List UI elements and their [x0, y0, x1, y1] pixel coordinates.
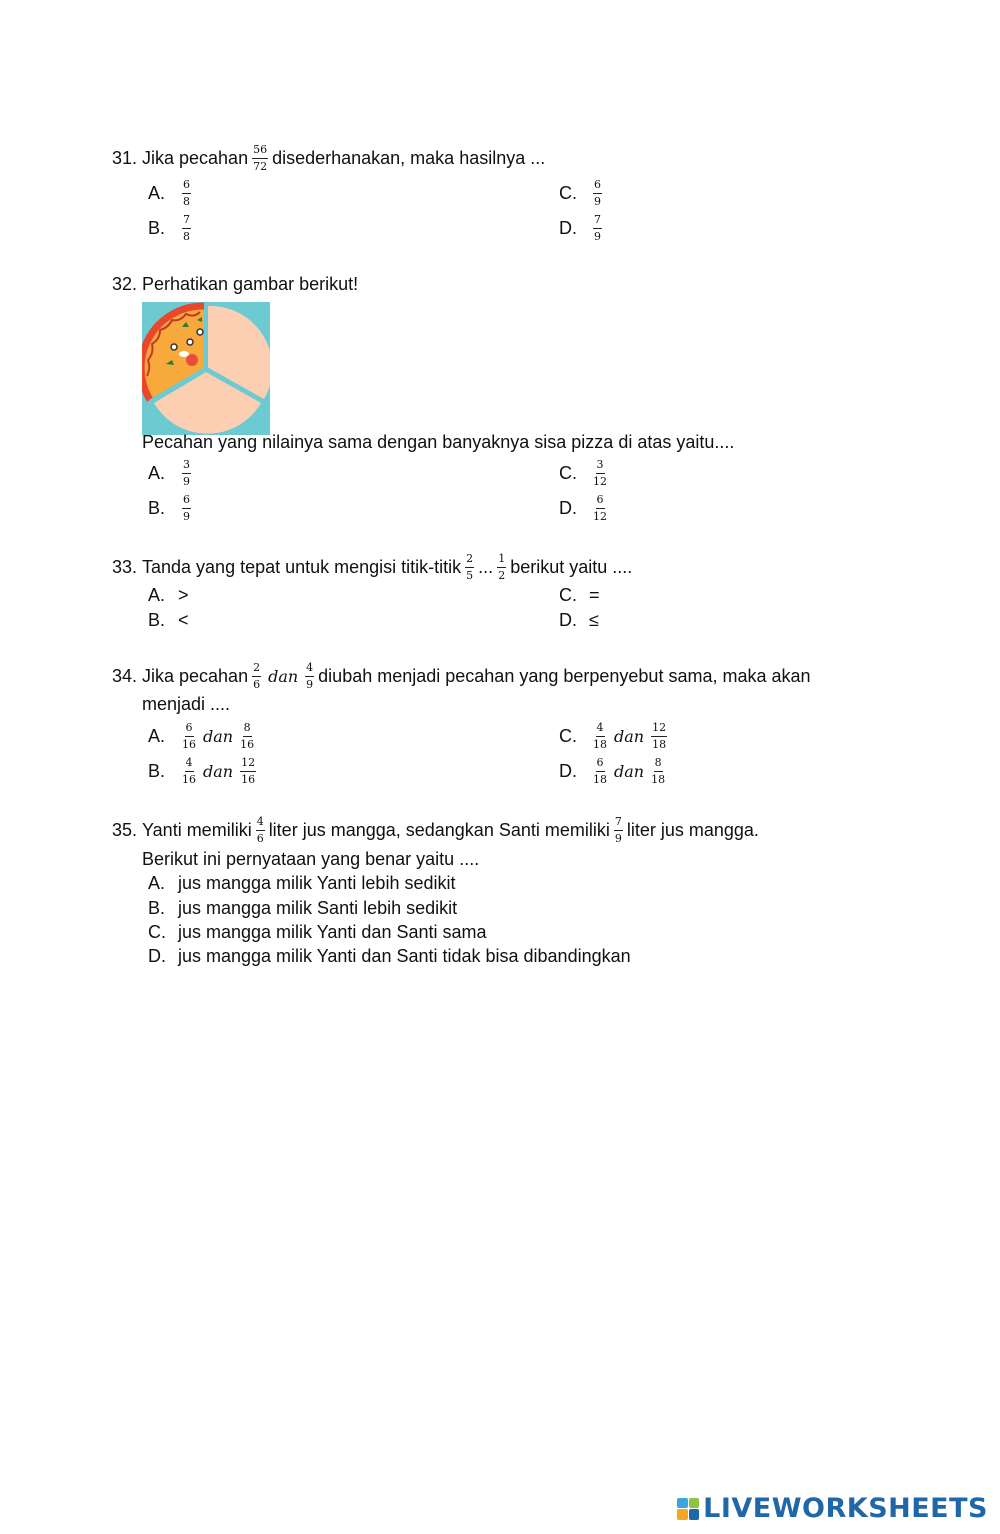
numerator: 56 [252, 143, 268, 159]
option-label: C. [559, 462, 577, 483]
option-b[interactable] [148, 754, 260, 788]
option-label: B. [148, 217, 166, 238]
option-b[interactable] [148, 895, 457, 921]
question-text: menjadi .... [142, 693, 231, 714]
question-text: Jika pecahan [142, 665, 249, 686]
numerator: 6 [593, 178, 602, 194]
fraction [614, 815, 623, 846]
option-label: D. [148, 945, 166, 966]
conjunction: dan [203, 761, 234, 781]
fraction [305, 661, 314, 692]
question-text: berikut yaitu .... [510, 556, 633, 577]
option-d[interactable] [148, 943, 631, 969]
denominator: 6 [253, 677, 261, 691]
option-b[interactable] [148, 491, 195, 525]
question-text: liter jus mangga. [626, 819, 759, 840]
option-b[interactable] [148, 606, 189, 634]
option-c[interactable] [559, 581, 600, 609]
numerator: 4 [256, 815, 265, 831]
fraction [240, 756, 256, 787]
fraction [182, 213, 191, 244]
denominator: 8 [183, 194, 190, 208]
numerator: 2 [465, 552, 474, 568]
option-c[interactable] [148, 919, 487, 945]
option-label: C. [559, 584, 577, 605]
option-label: B. [148, 609, 166, 630]
option-text: jus mangga milik Yanti dan Santi tidak bisa dibandingkan [178, 945, 631, 966]
denominator: 18 [652, 737, 667, 751]
fraction [252, 143, 268, 174]
fraction [593, 213, 602, 244]
denominator: 16 [182, 737, 196, 751]
liveworksheets-logo[interactable] [677, 1493, 988, 1524]
denominator: 6 [256, 831, 264, 845]
question-number: 31. [112, 147, 138, 168]
conjunction: dan [203, 726, 234, 746]
question-number: 33. [112, 556, 138, 577]
option-d[interactable] [559, 754, 669, 788]
fraction [593, 756, 607, 787]
question-35-stem [112, 812, 759, 848]
numerator: 12 [240, 756, 256, 772]
denominator: 16 [241, 772, 256, 786]
numerator: 4 [596, 721, 605, 737]
fraction [465, 552, 474, 583]
numerator: 3 [182, 458, 191, 474]
option-a[interactable] [148, 719, 258, 753]
numerator: 12 [651, 721, 667, 737]
denominator: 9 [614, 831, 622, 845]
option-a[interactable] [148, 456, 195, 490]
option-b[interactable] [148, 211, 195, 245]
denominator: 5 [466, 568, 474, 582]
question-number: 35. [112, 819, 138, 840]
numerator: 8 [243, 721, 252, 737]
option-label: C. [559, 182, 577, 203]
denominator: 8 [183, 229, 190, 243]
denominator: 72 [253, 159, 268, 173]
blank-dots: ... [478, 556, 494, 577]
question-text: Yanti memiliki [142, 819, 252, 840]
fraction [651, 756, 665, 787]
numerator: 6 [185, 721, 194, 737]
option-label: A. [148, 725, 166, 746]
denominator: 2 [498, 568, 506, 582]
fraction [240, 721, 254, 752]
logo-icon [677, 1498, 699, 1520]
numerator: 7 [593, 213, 602, 229]
option-d[interactable] [559, 606, 599, 634]
fraction [182, 178, 191, 209]
denominator: 16 [182, 772, 196, 786]
pizza-image [142, 302, 270, 435]
option-label: A. [148, 872, 166, 893]
denominator: 9 [183, 474, 190, 488]
option-value: = [589, 584, 600, 605]
fraction [182, 493, 191, 524]
question-33-stem [112, 549, 632, 585]
option-label: B. [148, 497, 166, 518]
question-31-stem [112, 140, 545, 176]
option-text: jus mangga milik Yanti dan Santi sama [178, 921, 487, 942]
conjunction: dan [268, 666, 299, 686]
fraction [256, 815, 265, 846]
fraction [593, 721, 607, 752]
question-text: Tanda yang tepat untuk mengisi titik-titik [142, 556, 462, 577]
numerator: 1 [497, 552, 506, 568]
denominator: 18 [593, 772, 607, 786]
option-label: A. [148, 584, 166, 605]
option-value: > [178, 584, 189, 605]
fraction [497, 552, 506, 583]
option-label: C. [559, 725, 577, 746]
option-label: C. [148, 921, 166, 942]
question-34-continuation [142, 688, 230, 720]
question-32-prompt [142, 424, 734, 460]
option-label: D. [559, 609, 577, 630]
fraction [182, 458, 191, 489]
conjunction: dan [614, 726, 645, 746]
fraction [651, 721, 667, 752]
fraction [593, 178, 602, 209]
numerator: 4 [185, 756, 194, 772]
numerator: 4 [305, 661, 314, 677]
question-number: 32. [112, 273, 138, 294]
numerator: 7 [182, 213, 191, 229]
numerator: 6 [182, 493, 191, 509]
question-text: Pecahan yang nilainya sama dengan banyaknya sisa pizza di atas yaitu.... [142, 431, 735, 452]
question-text: Jika pecahan [142, 147, 249, 168]
denominator: 9 [594, 194, 601, 208]
numerator: 7 [614, 815, 623, 831]
option-c[interactable] [559, 456, 611, 490]
denominator: 12 [593, 474, 607, 488]
question-text: disederhanakan, maka hasilnya ... [272, 147, 546, 168]
numerator: 6 [596, 756, 605, 772]
fraction [252, 661, 261, 692]
option-label: A. [148, 462, 166, 483]
denominator: 9 [594, 229, 601, 243]
numerator: 6 [182, 178, 191, 194]
question-text: Perhatikan gambar berikut! [142, 273, 359, 294]
option-d[interactable] [559, 491, 611, 525]
logo-text: LIVEWORKSHEETS [703, 1493, 988, 1524]
option-a[interactable] [148, 176, 195, 210]
option-value: ≤ [589, 609, 599, 630]
numerator: 6 [596, 493, 605, 509]
denominator: 9 [183, 509, 190, 523]
numerator: 3 [596, 458, 605, 474]
option-text: jus mangga milik Yanti lebih sedikit [178, 872, 456, 893]
numerator: 2 [252, 661, 261, 677]
option-label: B. [148, 760, 166, 781]
option-text: jus mangga milik Santi lebih sedikit [178, 897, 458, 918]
denominator: 16 [240, 737, 255, 751]
option-value: < [178, 609, 189, 630]
denominator: 12 [593, 509, 607, 523]
option-c[interactable] [559, 176, 606, 210]
fraction [593, 493, 607, 524]
conjunction: dan [614, 761, 645, 781]
question-32-stem [112, 266, 358, 302]
fraction [182, 721, 196, 752]
fraction [593, 458, 607, 489]
denominator: 18 [593, 737, 607, 751]
denominator: 18 [651, 772, 666, 786]
option-label: A. [148, 182, 166, 203]
question-number: 34. [112, 665, 138, 686]
option-label: D. [559, 760, 577, 781]
numerator: 8 [654, 756, 663, 772]
question-text: diubah menjadi pecahan yang berpenyebut sama, maka akan [318, 665, 811, 686]
option-label: D. [559, 217, 577, 238]
fraction [182, 756, 196, 787]
option-d[interactable] [559, 211, 606, 245]
question-text: Berikut ini pernyataan yang benar yaitu .... [142, 848, 480, 869]
denominator: 9 [306, 677, 314, 691]
option-label: B. [148, 897, 166, 918]
option-label: D. [559, 497, 577, 518]
question-text: liter jus mangga, sedangkan Santi memiliki [268, 819, 610, 840]
option-c[interactable] [559, 719, 671, 753]
option-a[interactable] [148, 581, 189, 609]
option-a[interactable] [148, 870, 455, 896]
